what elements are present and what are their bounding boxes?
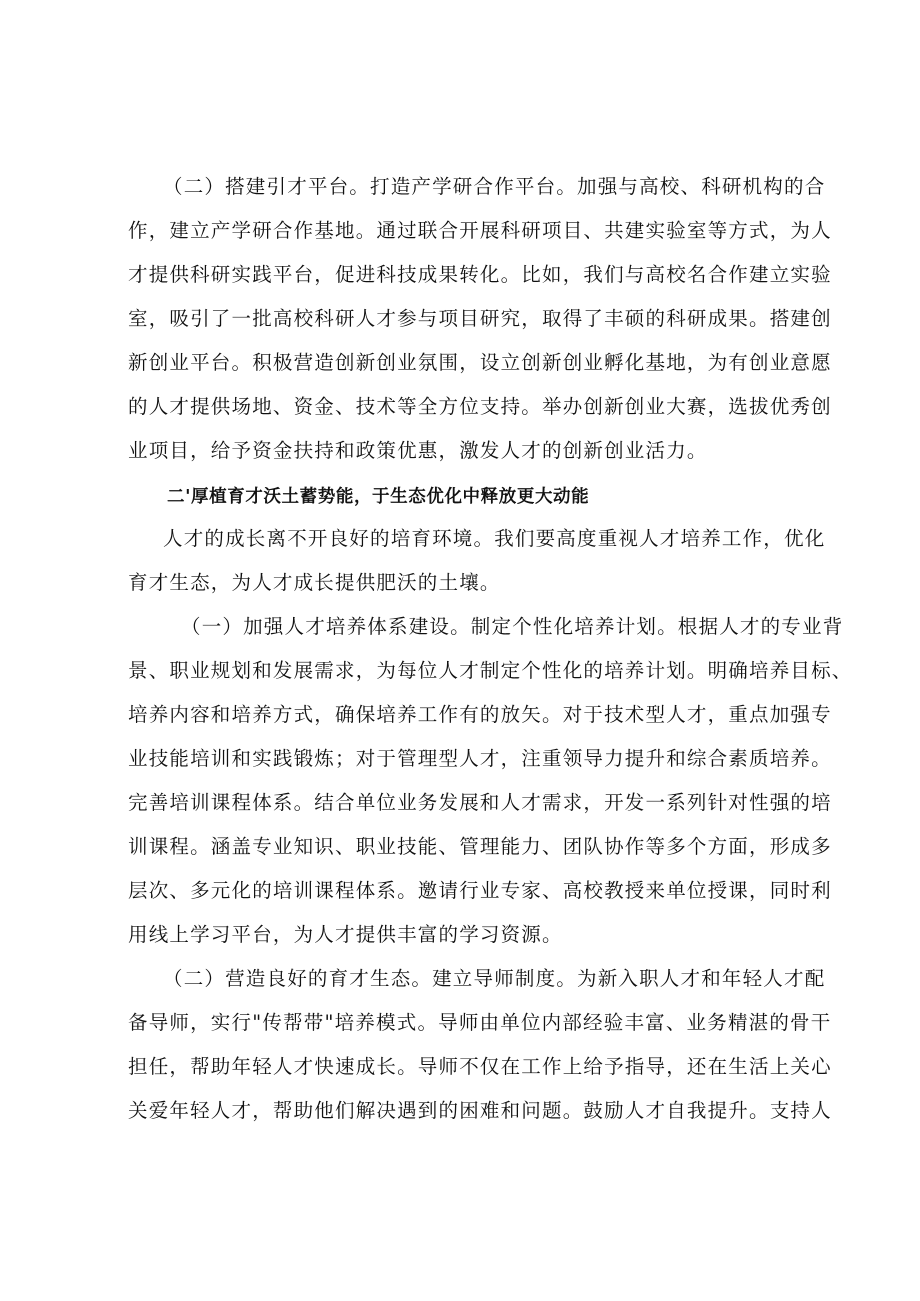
text-line: 的人才提供场地、资金、技术等全方位支持。举办创新创业大赛，选拔优秀创: [128, 395, 832, 418]
text-line: 培养内容和培养方式，确保培养工作有的放矢。对于技术型人才，重点加强专: [128, 703, 832, 726]
text-line: 训课程。涵盖专业知识、职业技能、管理能力、团队协作等多个方面，形成多: [128, 835, 832, 858]
text-line: 层次、多元化的培训课程体系。邀请行业专家、高校教授来单位授课，同时利: [128, 879, 832, 902]
text-line: 才提供科研实践平台，促进科技成果转化。比如，我们与高校名合作建立实验: [128, 263, 832, 286]
text-line: 新创业平台。积极营造创新创业氛围，设立创新创业孵化基地，为有创业意愿: [128, 351, 832, 374]
text-line: （一）加强人才培养体系建设。制定个性化培养计划。根据人才的专业背: [181, 615, 844, 638]
text-line: 业技能培训和实践锻炼；对于管理型人才，注重领导力提升和综合素质培养。: [128, 747, 832, 770]
text-line: 完善培训课程体系。结合单位业务发展和人才需求，开发一系列针对性强的培: [128, 791, 832, 814]
text-line: 人才的成长离不开良好的培育环境。我们要高度重视人才培养工作，优化: [163, 527, 826, 550]
text-line: 景、职业规划和发展需求，为每位人才制定个性化的培养计划。明确培养目标、: [128, 659, 853, 682]
text-line: 育才生态，为人才成长提供肥沃的土壤。: [128, 571, 501, 594]
text-line: 备导师，实行"传帮带"培养模式。导师由单位内部经验丰富、业务精湛的骨干: [128, 1011, 832, 1034]
section-heading: 二'厚植育才沃土蓄势能，于生态优化中释放更大动能: [167, 487, 590, 507]
text-line: 用线上学习平台，为人才提供丰富的学习资源。: [128, 923, 563, 946]
text-line: （二）营造良好的育才生态。建立导师制度。为新入职人才和年轻人才配: [163, 967, 826, 990]
text-line: 业项目，给予资金扶持和政策优惠，激发人才的创新创业活力。: [128, 439, 708, 462]
text-line: 关爱年轻人才，帮助他们解决遇到的困难和问题。鼓励人才自我提升。支持人: [128, 1099, 832, 1122]
text-line: （二）搭建引才平台。打造产学研合作平台。加强与高校、科研机构的合: [163, 175, 826, 198]
text-line: 担任，帮助年轻人才快速成长。导师不仅在工作上给予指导，还在生活上关心: [128, 1055, 832, 1078]
text-line: 室，吸引了一批高校科研人才参与项目研究，取得了丰硕的科研成果。搭建创: [128, 307, 832, 330]
text-line: 作，建立产学研合作基地。通过联合开展科研项目、共建实验室等方式，为人: [128, 219, 832, 242]
